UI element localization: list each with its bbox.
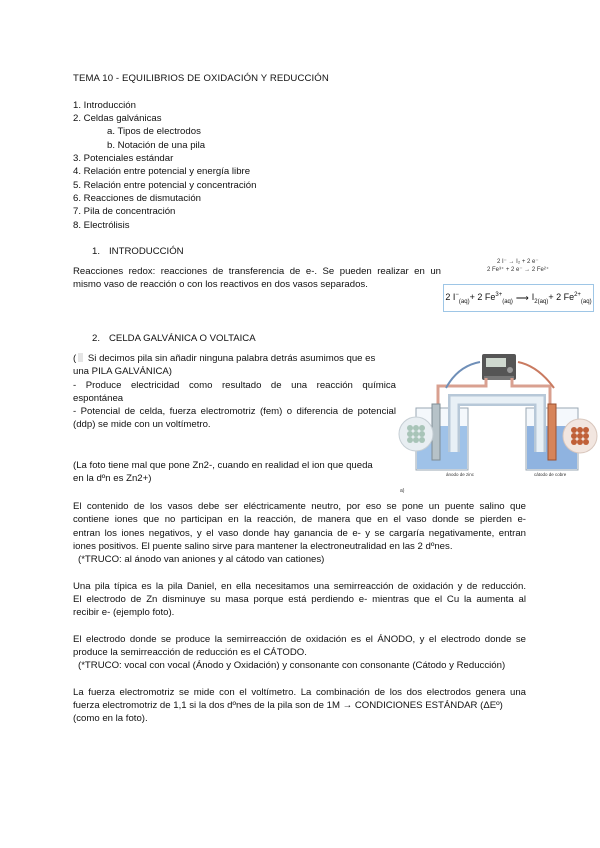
placeholder-mark-icon [78, 353, 83, 362]
galvanic-cell-illustration [398, 348, 598, 496]
galvanic-cell-figure [398, 348, 598, 496]
paragraph-line: recibir e- (ejemplo foto). [73, 607, 175, 618]
zinc-anode-label: ánodo de zinc [446, 472, 475, 477]
paragraph-line: La fuerza electromotriz se mide con el voltímetro. La combinación de los dos electrodos genera una [73, 687, 526, 698]
toc-item: 6. Reacciones de dismutación [73, 193, 201, 204]
toc-item: 4. Relación entre potencial y energía libre [73, 166, 251, 177]
section-2-line: una PILA GALVÁNICA) [73, 366, 173, 377]
document-title: TEMA 10 - EQUILIBRIOS DE OXIDACIÓN Y REDUCCIÓN [73, 73, 329, 84]
reaction-arrow-icon: ⟶ [515, 292, 529, 303]
section-1-number: 1. [92, 246, 101, 257]
toc-item: 8. Electrólisis [73, 220, 130, 231]
toc-item: 2. Celdas galvánicas [73, 113, 162, 124]
copper-electrode [548, 404, 556, 460]
toc-item: 3. Potenciales estándar [73, 153, 174, 164]
toc-item: 5. Relación entre potencial y concentración [73, 180, 257, 191]
paragraph-line: El electrodo de Zn disminuye su masa porque está perdiendo e- mientras que el Cu la aumenta al [73, 594, 526, 605]
redox-equation-box [443, 284, 594, 312]
figure-caption: a) [400, 488, 405, 494]
paragraph-line: El electrodo donde se produce la semirreacción de oxidación es el ÁNODO, y el electrodo donde se [73, 634, 526, 645]
paragraph-line: produce la semirreacción de reducción es el CÁTODO. [73, 647, 307, 658]
copper-cathode-label: cátodo de cobre [534, 472, 567, 477]
toc-item: 1. Introducción [73, 100, 136, 111]
paragraph-line: El contenido de los vasos debe ser eléctricamente neutro, por eso se pone un puente salino que [73, 501, 526, 512]
section-2-line: (ddp) se mide con un voltímetro. [73, 419, 211, 430]
tip-line: (*TRUCO: vocal con vocal (Ánodo y Oxidación) y consonante con consonante (Cátodo y Reducción) [78, 660, 506, 671]
paragraph-line: (como en la foto). [73, 713, 148, 724]
toc-subitem: a. Tipos de electrodos [107, 126, 201, 137]
section-2-number: 2. [92, 333, 101, 344]
paragraph-line: iones positivos. El puente salino sirve para mantener la electroneutralidad en las 2 dºnes. [73, 541, 453, 552]
half-reaction-oxidation: 2 I⁻ → I₂ + 2 e⁻ [497, 259, 539, 265]
photo-note-line: (La foto tiene mal que pone Zn2-, cuando en realidad el ion que queda [73, 460, 373, 471]
half-reaction-reduction: 2 Fe³⁺ + 2 e⁻ → 2 Fe²⁺ [487, 267, 550, 273]
section-1-paragraph-line: Reacciones redox: reacciones de transferencia de e-. Se pueden realizar en un [73, 266, 441, 277]
section-2-line: - Potencial de celda, fuerza electromotriz (fem) o diferencia de potencial [73, 406, 396, 417]
section-2-line: espontánea [73, 393, 124, 404]
section-1-heading: INTRODUCCIÓN [109, 246, 184, 257]
photo-note-line: en la dºn es Zn2+) [73, 473, 152, 484]
eq-term: + 2 $Fe^{2+}_{(aq)}$ [548, 291, 592, 305]
paragraph-line: fuerza electromotriz de 1,1 si la dos dºnes de la pila son de 1M → CONDICIONES ESTÁNDAR (ΔEº) [73, 700, 503, 711]
section-1-paragraph-line: mismo vaso de reacción o con los reactivos en dos vasos separados. [73, 279, 368, 290]
toc-item: 7. Pila de concentración [73, 206, 176, 217]
section-2-line: ( Si decimos pila sin añadir ninguna palabra detrás asumimos que es [73, 353, 376, 364]
paragraph-line: entran los iones negativos, y el vaso donde hay ganancia de e- y se cargaría negativamente, entran [73, 528, 526, 539]
paragraph-line: contiene iones que no participan en la reacción, de manera que en el vaso donde se pierden e- [73, 514, 526, 525]
paragraph-line: Una pila típica es la pila Daniel, en ella necesitamos una semirreacción de oxidación y de reducción. [73, 581, 526, 592]
eq-term: $I_{2(aq)}$ [531, 291, 549, 305]
section-2-line: - Produce electricidad como resultado de una reacción química [73, 380, 396, 391]
tip-line: (*TRUCO: al ánodo van aniones y al cátodo van cationes) [78, 554, 325, 565]
section-2-heading: CELDA GALVÁNICA O VOLTAICA [109, 333, 256, 344]
toc-subitem: b. Notación de una pila [107, 140, 206, 151]
eq-term: + 2 $Fe^{3+}_{(aq)}$ [469, 291, 513, 305]
eq-term: 2 $I^-_{(aq)}$ [445, 291, 470, 305]
